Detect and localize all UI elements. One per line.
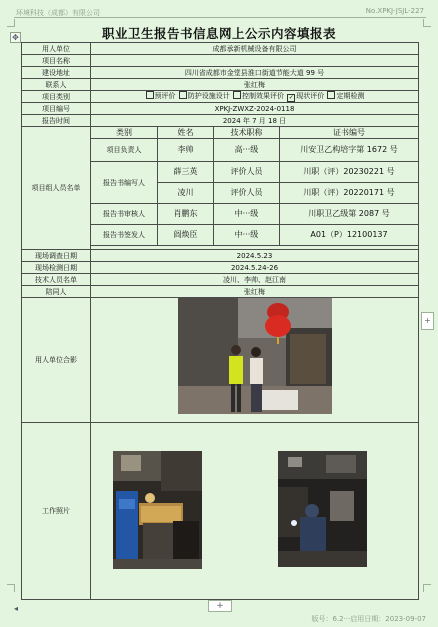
collapse-arrow-icon[interactable]: ◂ <box>14 604 19 613</box>
group-photo-image <box>178 298 332 414</box>
member-name[interactable]: 阎焕臣 <box>158 225 214 246</box>
address-value[interactable]: 四川省成都市金堂县淮口街道节能大道 99 号 <box>91 67 419 79</box>
margin-corner-bottom-right <box>423 584 431 592</box>
sampling-date-label: 现场检测日期 <box>22 262 91 274</box>
member-name[interactable]: 李帅 <box>158 139 214 162</box>
member-category: 项目负责人 <box>91 139 158 162</box>
member-title[interactable]: 评价人员 <box>214 183 280 204</box>
work-photo-1-image <box>113 451 202 569</box>
project-name-label: 项目名称 <box>22 55 91 67</box>
member-cert[interactable]: 川职（评）20230221 号 <box>280 162 419 183</box>
team-col-category: 类别 <box>91 127 158 139</box>
row-category <box>22 91 419 103</box>
checkbox-icon[interactable] <box>179 91 187 99</box>
table-move-handle-icon[interactable]: ✥ <box>10 32 21 43</box>
team-col-title: 技术职称 <box>214 127 280 139</box>
member-category: 报告书审核人 <box>91 204 158 225</box>
page-header-company: 环境科技（成都）有限公司 <box>16 9 100 17</box>
team-col-cert: 证书编号 <box>280 127 419 139</box>
category-option[interactable]: 防护设施设计 <box>178 92 230 100</box>
row-report-date <box>22 115 419 127</box>
member-category: 报告书编写人 <box>91 162 158 204</box>
category-option-checked[interactable]: ✓ 现状评价 <box>288 92 325 101</box>
member-cert[interactable]: 川职卫乙级第 2087 号 <box>280 204 419 225</box>
footer-version: 版号：6.2···启用日期：2023-09-07 <box>311 615 426 623</box>
add-row-button[interactable]: + <box>208 600 232 612</box>
employer-label: 用人单位 <box>22 43 91 55</box>
work-photo-label: 工作照片 <box>22 423 91 600</box>
member-name[interactable]: 凌川 <box>158 183 214 204</box>
member-name[interactable]: 肖鹏东 <box>158 204 214 225</box>
member-title[interactable]: 评价人员 <box>214 162 280 183</box>
member-title[interactable]: 中···级 <box>214 225 280 246</box>
work-photo-2-image <box>278 451 367 567</box>
sampling-date-value[interactable]: 2024.5.24-26 <box>91 262 419 274</box>
member-name[interactable]: 薛三英 <box>158 162 214 183</box>
category-option[interactable]: 控制效果评价 <box>232 92 284 100</box>
row-survey-date <box>22 250 419 262</box>
contact-value[interactable]: 张红梅 <box>91 79 419 91</box>
member-title[interactable]: 中···级 <box>214 204 280 225</box>
team-group-label: 项目组人员名单 <box>22 127 91 250</box>
team-col-name: 姓名 <box>158 127 214 139</box>
row-escort <box>22 286 419 298</box>
member-cert[interactable]: A01（P）12100137 <box>280 225 419 246</box>
member-cert[interactable]: 川职（评）20220171 号 <box>280 183 419 204</box>
tech-staff-label: 技术人员名单 <box>22 274 91 286</box>
row-project-code <box>22 103 419 115</box>
escort-value[interactable]: 张红梅 <box>91 286 419 298</box>
survey-date-label: 现场调查日期 <box>22 250 91 262</box>
team-header-row <box>22 127 419 139</box>
report-date-value[interactable]: 2024 年 7 月 18 日 <box>91 115 419 127</box>
checkbox-icon[interactable] <box>233 91 241 99</box>
escort-label: 陪同人 <box>22 286 91 298</box>
row-tech-staff <box>22 274 419 286</box>
add-column-button[interactable]: + <box>421 312 434 330</box>
category-options <box>91 91 419 103</box>
row-project-name <box>22 55 419 67</box>
page-header-doc-number: No.XPKJ-JSJL-227 <box>365 7 424 15</box>
row-sampling-date <box>22 262 419 274</box>
address-label: 建设地址 <box>22 67 91 79</box>
row-contact <box>22 79 419 91</box>
member-cert[interactable]: 川安卫乙构培字第 1672 号 <box>280 139 419 162</box>
row-address <box>22 67 419 79</box>
header-rule <box>14 17 426 18</box>
survey-date-value[interactable]: 2024.5.23 <box>91 250 419 262</box>
checkbox-icon[interactable] <box>327 91 335 99</box>
member-category: 报告书签发人 <box>91 225 158 246</box>
checkbox-icon[interactable] <box>146 91 154 99</box>
contact-label: 联系人 <box>22 79 91 91</box>
report-date-label: 报告时间 <box>22 115 91 127</box>
project-name-value[interactable] <box>91 55 419 67</box>
employer-value[interactable]: 成都承新机械设备有限公司 <box>91 43 419 55</box>
category-option[interactable]: 预评价 <box>145 92 176 100</box>
document-title: 职业卫生报告书信息网上公示内容填报表 <box>101 26 336 41</box>
member-title[interactable]: 高···级 <box>214 139 280 162</box>
category-option[interactable]: 定期检测 <box>326 92 364 100</box>
checked-checkbox-icon[interactable]: ✓ <box>288 94 294 101</box>
category-label: 项目类别 <box>22 91 91 103</box>
row-employer <box>22 43 419 55</box>
project-code-label: 项目编号 <box>22 103 91 115</box>
group-photo-label: 用人单位合影 <box>22 298 91 423</box>
tech-staff-value[interactable]: 凌川、李帅、赵江南 <box>91 274 419 286</box>
margin-corner-bottom-left <box>7 584 15 592</box>
project-code-value[interactable]: XPKJ-ZWXZ-2024-0118 <box>91 103 419 115</box>
